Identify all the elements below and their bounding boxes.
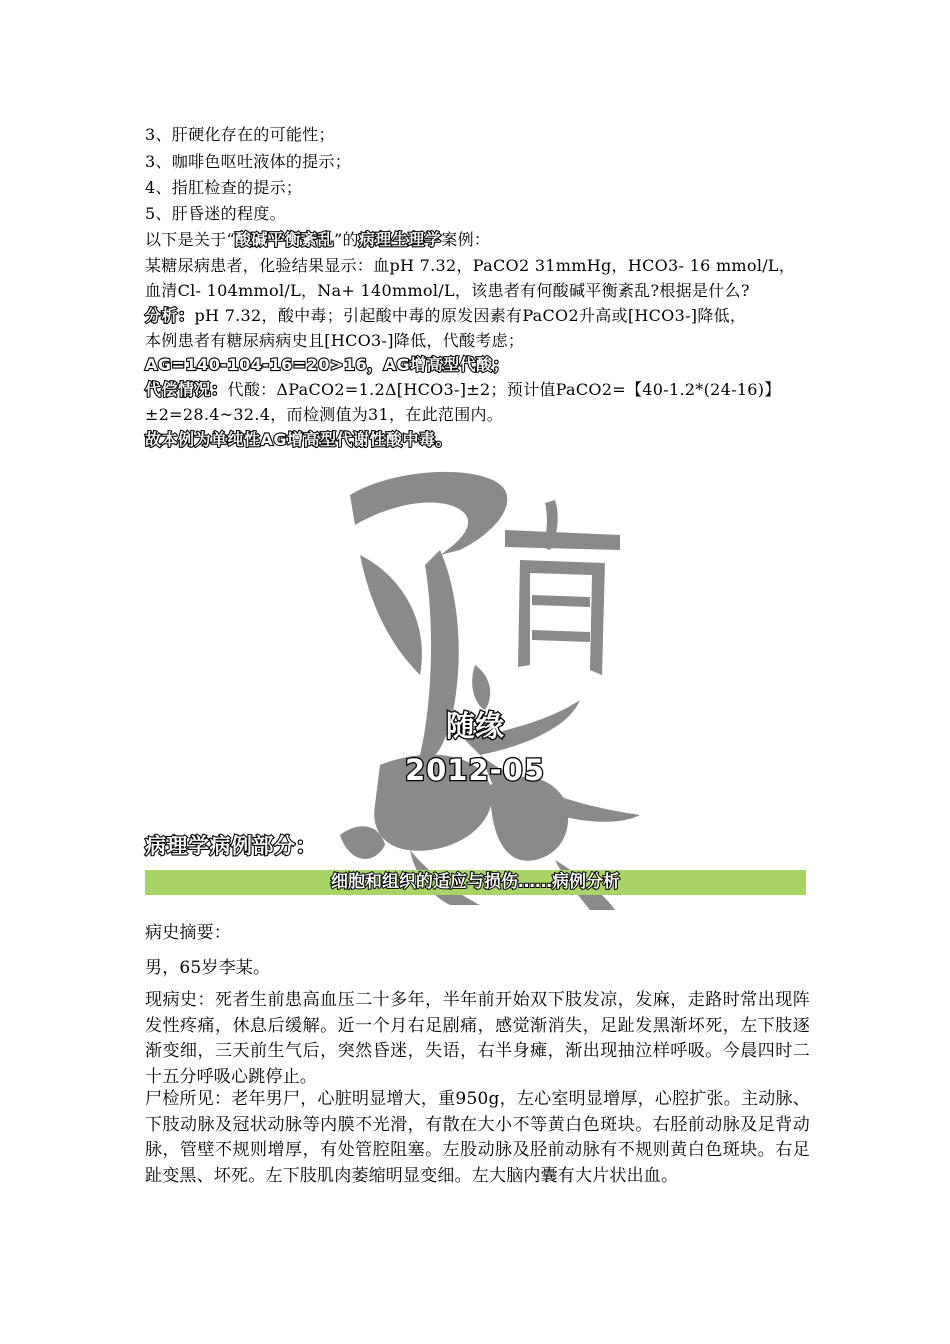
history-paragraph: 现病史：死者生前患高血压二十多年，半年前开始双下肢发凉，发麻，走路时常出现阵发性疼痛，休息后缓解。近一个月右足剧痛，感觉渐消失，足趾发黑渐坏死，左下肢逐渐变细，三天前生气后，突然昏迷，失语，右半身瘫，渐出现抽泣样呼吸。今晨四时二十五分呼吸心跳停止。	[145, 990, 810, 1087]
intro-post: 案例：	[441, 230, 491, 249]
ag-line: AG=140-104-16=20>16，AG增高型代酸；	[145, 355, 510, 374]
analysis-line-2: 本例患者有糖尿病病史且[HCO3-]降低，代酸考虑；	[145, 331, 525, 350]
intro-subject: 病理生理学	[358, 230, 442, 249]
logo-date-text: 2012-05	[404, 753, 546, 787]
section-banner: 细胞和组织的适应与损伤……病例分析	[145, 870, 806, 895]
pathology-heading: 病理学病例部分：	[145, 834, 317, 858]
calligraphy-logo	[320, 455, 650, 910]
case-line-1: 某糖尿病患者，化验结果显示：血pH 7.32，PaCO2 31mmHg，HCO3- 16 mmol/L，	[145, 256, 796, 275]
logo-name-text: 随缘	[445, 709, 504, 743]
patient-info: 男，65岁李某。	[145, 958, 271, 978]
list-item-4: 5、肝昏迷的程度。	[145, 204, 286, 223]
case-line-2: 血清Cl- 104mmol/L，Na+ 140mmol/L，该患者有何酸碱平衡紊乱?根据是什么?	[145, 281, 750, 300]
analysis-label: 分析：	[145, 306, 195, 325]
compensation-text: 代酸：ΔPaCO2=1.2Δ[HCO3-]±2；预计值PaCO2=【40-1.2*(24-16)】	[227, 380, 781, 399]
list-item-2: 3、咖啡色呕吐液体的提示；	[145, 152, 352, 171]
list-item-1: 3、肝硬化存在的可能性；	[145, 125, 335, 144]
intro-line	[145, 228, 490, 251]
autopsy-paragraph: 尸检所见：老年男尸，心脏明显增大，重950g，左心室明显增厚，心腔扩张。主动脉、下肢动脉及冠状动脉等内膜不光滑，有散在大小不等黄白色斑块。右胫前动脉及足背动脉，管壁不规则增厚，有处管腔阻塞。左股动脉及胫前动脉有不规则黄白色斑块。右足趾变黑、坏死。左下肢肌肉萎缩明显变细。左大脑内囊有大片状出血。	[145, 1089, 810, 1186]
intro-pre: 以下是关于“	[145, 230, 235, 249]
compensation-label: 代偿情况：	[145, 380, 228, 399]
compensation-line	[145, 378, 781, 401]
analysis-text: pH 7.32，酸中毒；引起酸中毒的原发因素有PaCO2升高或[HCO3-]降低，	[194, 306, 747, 325]
intro-topic: 酸碱平衡紊乱	[234, 230, 334, 249]
intro-mid: ”的	[334, 230, 359, 249]
list-item-3: 4、指肛检查的提示；	[145, 178, 303, 197]
conclusion-line: 故本例为单纯性AG增高型代谢性酸中毒。	[145, 430, 453, 449]
analysis-line	[145, 304, 746, 327]
summary-label: 病史摘要：	[145, 923, 231, 943]
compensation-line-2: ±2=28.4~32.4，而检测值为31，在此范围内。	[145, 405, 504, 424]
